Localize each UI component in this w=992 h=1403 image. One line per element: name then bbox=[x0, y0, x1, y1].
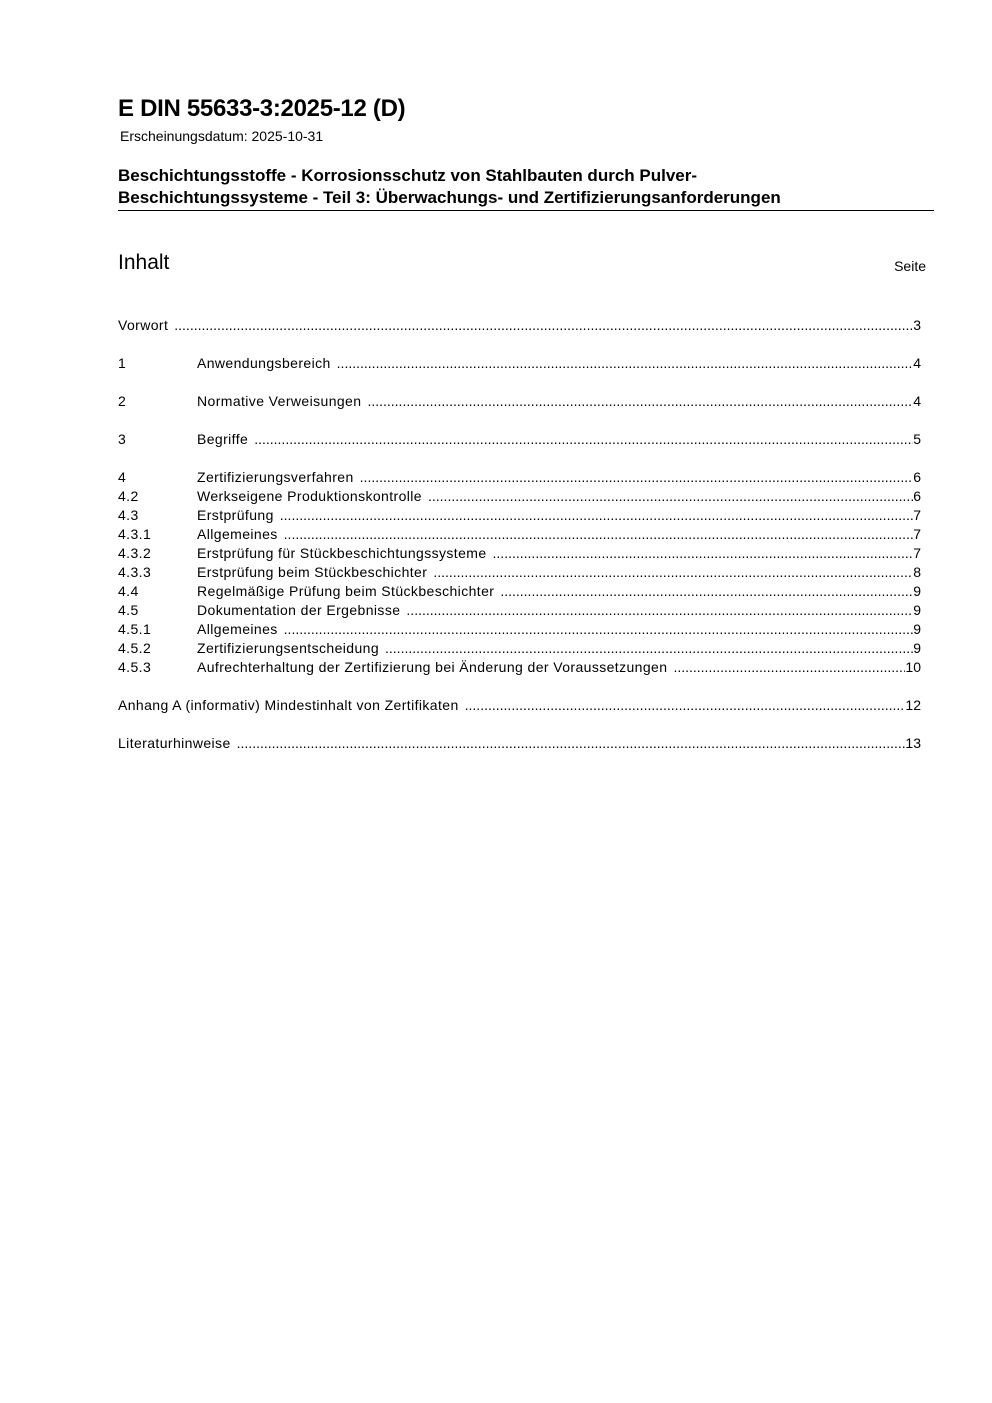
toc-leader-dots bbox=[284, 620, 914, 639]
toc-entry-4[interactable] bbox=[118, 468, 921, 487]
toc-entry-number: 2 bbox=[118, 393, 127, 409]
toc-entry-page: 5 bbox=[913, 431, 921, 447]
toc-leader-dots bbox=[500, 582, 913, 601]
toc-entry-page: 10 bbox=[905, 659, 921, 675]
toc-entry-number: 4.5.1 bbox=[118, 621, 152, 637]
toc-heading: Inhalt bbox=[118, 251, 170, 274]
toc-entry-4-3-2[interactable] bbox=[118, 544, 921, 563]
toc-entry-number: 4.3.2 bbox=[118, 545, 152, 561]
toc-leader-dots bbox=[367, 392, 913, 411]
toc-entry-number: 4.4 bbox=[118, 583, 139, 599]
toc-entry-4-5-2[interactable] bbox=[118, 639, 921, 658]
toc-entry-page: 3 bbox=[913, 317, 921, 333]
toc-leader-dots bbox=[337, 354, 914, 373]
toc-entry-title: Allgemeines bbox=[197, 526, 278, 542]
toc-entry-title: Erstprüfung bbox=[197, 507, 274, 523]
toc-entry-number: 4 bbox=[118, 469, 127, 485]
toc-entry-page: 9 bbox=[913, 583, 921, 599]
toc-entry-page: 7 bbox=[913, 526, 921, 542]
toc-entry-page: 7 bbox=[913, 545, 921, 561]
toc-leader-dots bbox=[673, 658, 905, 677]
toc-entry-vorwort[interactable] bbox=[118, 316, 921, 335]
toc-entry-title: Zertifizierungsentscheidung bbox=[197, 640, 380, 656]
toc-entry-4-3-1[interactable] bbox=[118, 525, 921, 544]
toc-entry-4-4[interactable] bbox=[118, 582, 921, 601]
toc-entry-page: 13 bbox=[905, 735, 921, 751]
toc-leader-dots bbox=[465, 696, 906, 715]
toc-entry-number: 4.2 bbox=[118, 488, 139, 504]
document-id: E DIN 55633-3:2025-12 (D) bbox=[118, 95, 406, 122]
toc-leader-dots bbox=[433, 563, 913, 582]
toc-entry-number: 4.3.3 bbox=[118, 564, 152, 580]
toc-entry-number: 4.3.1 bbox=[118, 526, 152, 542]
toc-entry-title: Werkseigene Produktionskontrolle bbox=[197, 488, 422, 504]
toc-entry-2[interactable] bbox=[118, 392, 921, 411]
toc-entry-page: 9 bbox=[913, 621, 921, 637]
toc-entry-number: 4.5.2 bbox=[118, 640, 152, 656]
toc-entry-title: Anhang A (informativ) Mindestinhalt von Zertifikaten bbox=[118, 697, 459, 713]
toc-entry-literaturhinweise[interactable] bbox=[118, 734, 921, 753]
toc-entry-title: Literaturhinweise bbox=[118, 735, 231, 751]
toc-entry-4-5-3[interactable] bbox=[118, 658, 921, 677]
toc-entry-page: 4 bbox=[913, 355, 921, 371]
toc-entry-page: 4 bbox=[913, 393, 921, 409]
toc-entry-page: 9 bbox=[913, 602, 921, 618]
toc-entry-number: 1 bbox=[118, 355, 127, 371]
toc-entry-title: Vorwort bbox=[118, 317, 169, 333]
toc-entry-title: Normative Verweisungen bbox=[197, 393, 362, 409]
publication-date: Erscheinungsdatum: 2025-10-31 bbox=[120, 128, 324, 144]
document-title-line-2: Beschichtungssysteme - Teil 3: Überwachungs- und Zertifizierungsanforderungen bbox=[118, 188, 781, 207]
toc-entry-number: 4.3 bbox=[118, 507, 139, 523]
toc-entry-4-5-1[interactable] bbox=[118, 620, 921, 639]
toc-entry-number: 3 bbox=[118, 431, 127, 447]
toc-entry-4-5[interactable] bbox=[118, 601, 921, 620]
toc-entry-page: 12 bbox=[905, 697, 921, 713]
toc-entry-anhang-a[interactable] bbox=[118, 696, 921, 715]
toc-entry-4-3-3[interactable] bbox=[118, 563, 921, 582]
toc-entry-3[interactable] bbox=[118, 430, 921, 449]
toc-entry-4-3[interactable] bbox=[118, 506, 921, 525]
toc-entry-number: 4.5.3 bbox=[118, 659, 152, 675]
toc-leader-dots bbox=[237, 734, 906, 753]
toc-entry-title: Allgemeines bbox=[197, 621, 278, 637]
toc-leader-dots bbox=[493, 544, 914, 563]
toc-leader-dots bbox=[360, 468, 914, 487]
toc-entry-title: Begriffe bbox=[197, 431, 249, 447]
toc-leader-dots bbox=[174, 316, 913, 335]
toc-entry-title: Dokumentation der Ergebnisse bbox=[197, 602, 401, 618]
toc-entry-title: Erstprüfung beim Stückbeschichter bbox=[197, 564, 428, 580]
toc-entry-title: Erstprüfung für Stückbeschichtungssysteme bbox=[197, 545, 487, 561]
toc-entry-title: Regelmäßige Prüfung beim Stückbeschichter bbox=[197, 583, 495, 599]
toc-page-column-label: Seite bbox=[894, 258, 926, 274]
toc-entry-number: 4.5 bbox=[118, 602, 139, 618]
toc-leader-dots bbox=[254, 430, 913, 449]
document-title-line-1: Beschichtungsstoffe - Korrosionsschutz von Stahlbauten durch Pulver- bbox=[118, 166, 698, 185]
toc-entry-title: Anwendungsbereich bbox=[197, 355, 331, 371]
toc-entry-title: Aufrechterhaltung der Zertifizierung bei Änderung der Voraussetzungen bbox=[197, 659, 668, 675]
toc-entry-1[interactable] bbox=[118, 354, 921, 373]
toc-entry-page: 6 bbox=[913, 469, 921, 485]
toc-entry-title: Zertifizierungsverfahren bbox=[197, 469, 354, 485]
toc-entry-page: 8 bbox=[913, 564, 921, 580]
toc-leader-dots bbox=[280, 506, 913, 525]
table-of-contents bbox=[118, 316, 921, 753]
toc-leader-dots bbox=[385, 639, 913, 658]
document-title bbox=[118, 165, 934, 211]
toc-entry-page: 9 bbox=[913, 640, 921, 656]
toc-leader-dots bbox=[284, 525, 914, 544]
toc-entry-page: 7 bbox=[913, 507, 921, 523]
toc-leader-dots bbox=[406, 601, 913, 620]
toc-entry-4-2[interactable] bbox=[118, 487, 921, 506]
toc-leader-dots bbox=[428, 487, 913, 506]
toc-entry-page: 6 bbox=[913, 488, 921, 504]
